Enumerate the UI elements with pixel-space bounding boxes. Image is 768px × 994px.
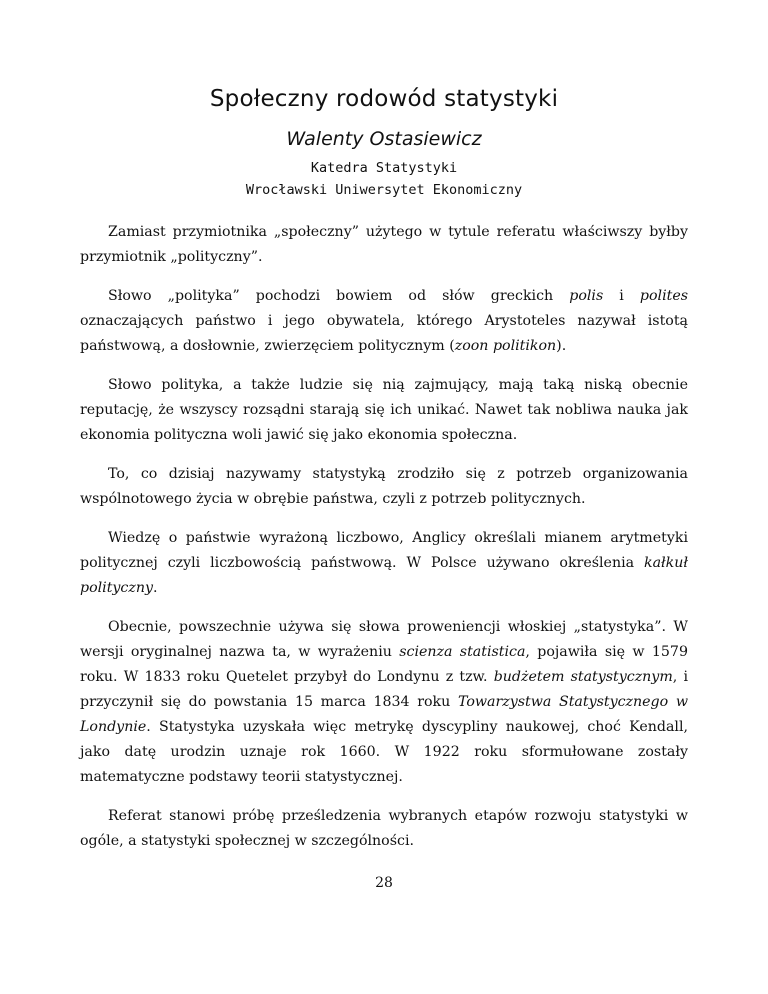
text-run: . Statystyka uzyskała więc metrykę dyscypliny naukowej, choć Kendall, jako datę urodzin uznaje rok 1660. W 1922 roku sformułowane zostały matematyczne podstawy teorii statystycznej. <box>80 719 688 785</box>
paragraph-2 <box>80 284 688 359</box>
abstract-body <box>80 220 688 868</box>
text-run: Słowo „polityka” pochodzi bowiem od słów greckich <box>108 288 570 304</box>
text-run: oznaczających państwo i jego obywatela, którego Arystoteles nazywał istotą państwową, a dosłownie, zwierzęciem politycznym ( <box>80 313 688 354</box>
paragraph-7 <box>80 804 688 854</box>
text-run: Wiedzę o państwie wyrażoną liczbowo, Anglicy określali mianem arytmetyki politycznej czyli liczbowością państwową. W Polsce używano określenia <box>80 530 688 571</box>
paragraph-1 <box>80 220 688 270</box>
italic-term: zoon politikon <box>454 338 557 354</box>
text-run: To, co dzisiaj nazywamy statystyką zrodziło się z potrzeb organizowania wspólnotowego życia w obrębie państwa, czyli z potrzeb politycznych. <box>80 466 688 507</box>
text-run: Zamiast przymiotnika „społeczny” użytego w tytule referatu właściwszy byłby przymiotnik „polityczny”. <box>80 224 688 265</box>
text-run: Obecnie, powszechnie używa się słowa proweniencji włoskiej „statystyka”. W wersji oryginalnej nazwa ta, w wyrażeniu <box>80 619 688 660</box>
paragraph-5 <box>80 526 688 601</box>
text-run: , pojawiła się w 1579 roku. W 1833 roku Quetelet przybył do Londynu z tzw. <box>80 644 688 685</box>
text-run: Słowo polityka, a także ludzie się nią zajmujący, mają taką niską obecnie reputację, że wszyscy rozsądni starają się ich unikać. Nawet tak nobliwa nauka jak ekonomia polityczna woli jawić się jako ekonomia społeczna. <box>80 377 688 443</box>
text-run: . <box>153 580 158 596</box>
text-run: i <box>603 288 640 304</box>
text-run: , i przyczynił się do powstania 15 marca 1834 roku <box>80 669 688 710</box>
paragraph-3 <box>80 373 688 448</box>
author-name: Walenty Ostasiewicz <box>286 128 482 150</box>
italic-term: Towarzystwa Statystycznego w Londynie <box>80 694 688 735</box>
affiliation <box>0 157 768 201</box>
text-run: ). <box>556 338 567 354</box>
page-number: 28 <box>375 875 393 891</box>
affiliation-university: Wrocławski Uniwersytet Ekonomiczny <box>245 182 523 198</box>
italic-term: polis <box>569 288 604 304</box>
italic-term: budżetem statystycznym <box>493 669 673 685</box>
italic-term: polites <box>639 288 688 304</box>
paper-title: Społeczny rodowód statystyki <box>209 86 559 112</box>
italic-term: scienza statistica <box>399 644 526 660</box>
paragraph-6 <box>80 615 688 790</box>
italic-term: kałkuł polityczny <box>80 555 688 596</box>
affiliation-department: Katedra Statystyki <box>310 160 458 176</box>
paragraph-4 <box>80 462 688 512</box>
text-run: Referat stanowi próbę prześledzenia wybranych etapów rozwoju statystyki w ogóle, a statystyki społecznej w szczególności. <box>80 808 688 849</box>
